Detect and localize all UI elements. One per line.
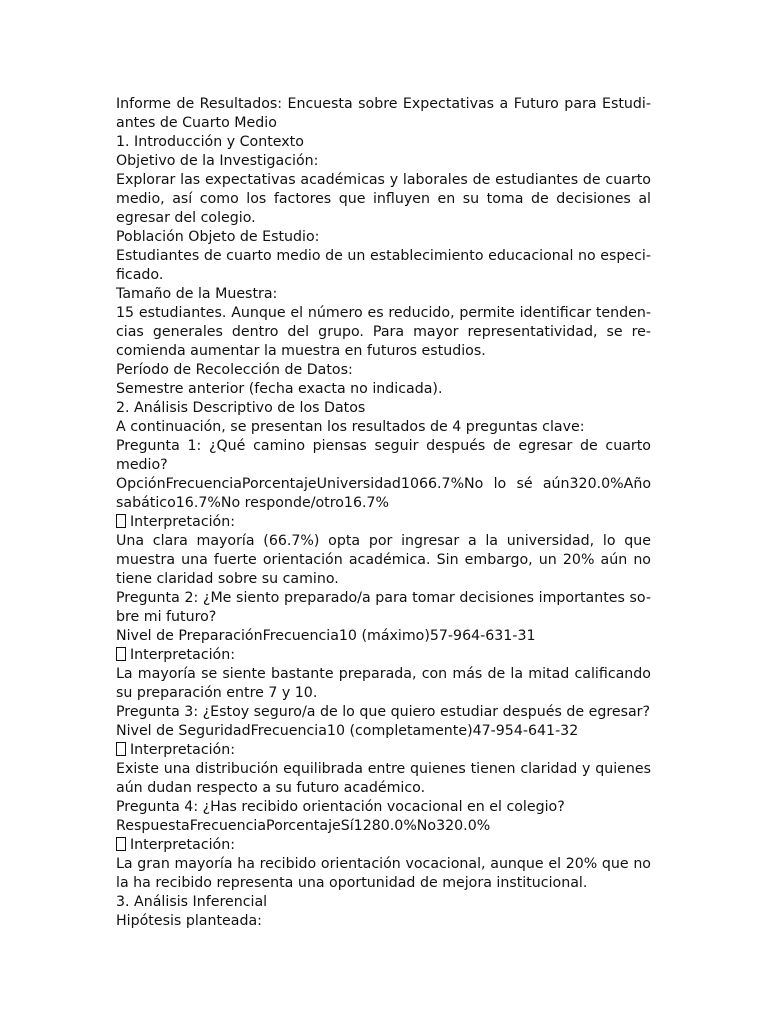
missing-glyph-icon [116,837,126,851]
question-3: Pregunta 3: ¿Estoy seguro/a de lo que quiero estudiar después de egresar? [116,704,651,720]
question-1-interpretation-label [116,513,651,532]
question-3-table: Nivel de SeguridadFrecuencia10 (completamente)47-954-641-32 [116,723,579,739]
section-1-heading: 1. Introducción y Contexto [116,134,304,150]
document-title: Informe de Resultados: Encuesta sobre Expectativas a Futuro para Estudi-antes de Cuarto Medio [116,96,651,131]
periodo-label: Período de Recolección de Datos: [116,362,353,378]
section-3-heading: 3. Análisis Inferencial [116,894,268,910]
question-2: Pregunta 2: ¿Me siento preparado/a para tomar decisiones importantes so-bre mi futuro? [116,590,651,625]
muestra-text: 15 estudiantes. Aunque el número es reducido, permite identificar tenden-cias generales dentro del grupo. Para mayor representatividad, se re-comienda aumentar la muestra en futuros estudios. [116,305,651,359]
muestra-label: Tamaño de la Muestra: [116,286,278,302]
question-2-interpretation: La mayoría se siente bastante preparada, con más de la mitad calificando su preparación entre 7 y 10. [116,666,651,701]
periodo-text: Semestre anterior (fecha exacta no indicada). [116,381,443,397]
question-1: Pregunta 1: ¿Qué camino piensas seguir después de egresar de cuarto medio? [116,438,651,473]
objetivo-label: Objetivo de la Investigación: [116,153,319,169]
objetivo-text: Explorar las expectativas académicas y laborales de estudiantes de cuarto medio, así como los factores que influyen en su toma de decisiones al egresar del colegio. [116,172,651,226]
question-4: Pregunta 4: ¿Has recibido orientación vocacional en el colegio? [116,799,565,815]
question-1-table: OpciónFrecuenciaPorcentajeUniversidad1066.7%No lo sé aún320.0%Año sabático16.7%No responde/otro16.7% [116,476,651,511]
question-4-interpretation-label [116,836,651,855]
poblacion-text: Estudiantes de cuarto medio de un establecimiento educacional no especi-ficado. [116,248,651,283]
hipotesis-label: Hipótesis planteada: [116,913,262,929]
interpretation-label: Interpretación: [130,837,236,853]
question-4-table: RespuestaFrecuenciaPorcentajeSí1280.0%No320.0% [116,818,491,834]
question-2-table: Nivel de PreparaciónFrecuencia10 (máximo)57-964-631-31 [116,628,536,644]
missing-glyph-icon [116,514,126,528]
interpretation-label: Interpretación: [130,514,236,530]
question-4-interpretation: La gran mayoría ha recibido orientación vocacional, aunque el 20% que no la ha recibido representa una oportunidad de mejora institucional. [116,856,651,891]
section-2-intro: A continuación, se presentan los resultados de 4 preguntas clave: [116,419,585,435]
question-2-interpretation-label [116,646,651,665]
interpretation-label: Interpretación: [130,742,236,758]
missing-glyph-icon [116,742,126,756]
poblacion-label: Población Objeto de Estudio: [116,229,320,245]
document-page [116,95,651,931]
section-2-heading: 2. Análisis Descriptivo de los Datos [116,400,366,416]
interpretation-label: Interpretación: [130,647,236,663]
question-3-interpretation: Existe una distribución equilibrada entre quienes tienen claridad y quienes aún dudan respecto a su futuro académico. [116,761,651,796]
question-1-interpretation: Una clara mayoría (66.7%) opta por ingresar a la universidad, lo que muestra una fuerte orientación académica. Sin embargo, un 20% aún no tiene claridad sobre su camino. [116,533,651,587]
missing-glyph-icon [116,647,126,661]
question-3-interpretation-label [116,741,651,760]
